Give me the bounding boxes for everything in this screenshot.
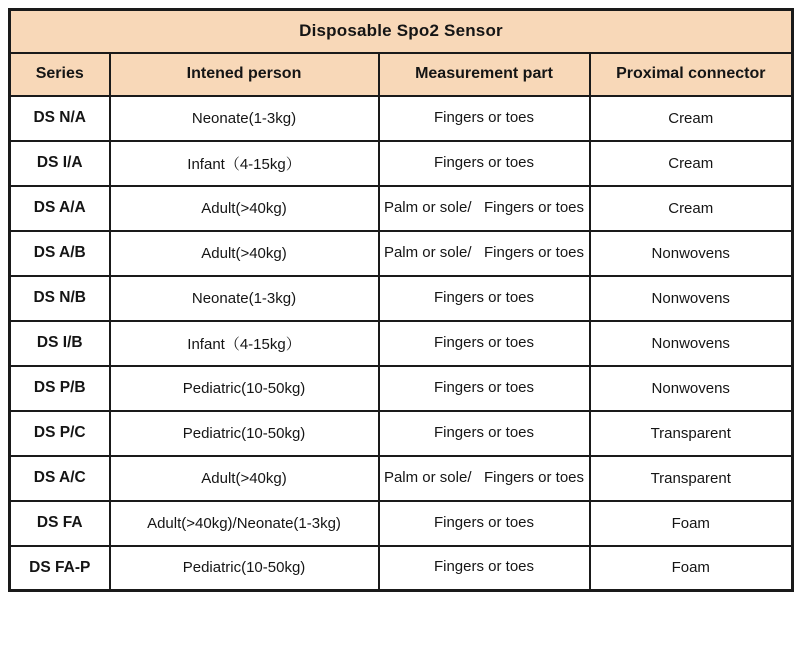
column-header-series: Series [10, 53, 110, 96]
measurement-part-cell: Fingers or toes [379, 366, 590, 411]
table-row [10, 231, 793, 276]
proximal-connector-cell: Cream [590, 141, 793, 186]
proximal-connector-cell: Cream [590, 186, 793, 231]
table-row [10, 321, 793, 366]
intended-person-cell: Adult(>40kg)/Neonate(1-3kg) [110, 501, 379, 546]
series-cell: DS P/B [10, 366, 110, 411]
proximal-connector-cell: Foam [590, 501, 793, 546]
proximal-connector-cell: Nonwovens [590, 276, 793, 321]
measurement-part-cell: Fingers or toes [379, 96, 590, 141]
series-cell: DS I/B [10, 321, 110, 366]
intended-person-cell: Adult(>40kg) [110, 456, 379, 501]
table-title-row [10, 10, 793, 53]
measurement-part-cell: Fingers or toes [379, 276, 590, 321]
table-title: Disposable Spo2 Sensor [10, 10, 793, 53]
intended-person-cell: Pediatric(10-50kg) [110, 546, 379, 591]
series-cell: DS P/C [10, 411, 110, 456]
intended-person-cell: Adult(>40kg) [110, 231, 379, 276]
intended-person-cell: Pediatric(10-50kg) [110, 366, 379, 411]
proximal-connector-cell: Nonwovens [590, 321, 793, 366]
table-row [10, 276, 793, 321]
proximal-connector-cell: Transparent [590, 411, 793, 456]
series-cell: DS I/A [10, 141, 110, 186]
table-header-row [10, 53, 793, 96]
intended-person-cell: Pediatric(10-50kg) [110, 411, 379, 456]
measurement-part-cell: Fingers or toes [379, 501, 590, 546]
measurement-part-cell: Fingers or toes [379, 546, 590, 591]
measurement-part-cell: Fingers or toes [379, 321, 590, 366]
series-cell: DS A/C [10, 456, 110, 501]
series-cell: DS A/A [10, 186, 110, 231]
measurement-part-cell: Palm or sole/ Fingers or toes [379, 186, 590, 231]
series-cell: DS N/A [10, 96, 110, 141]
column-header-measurement-part: Measurement part [379, 53, 590, 96]
spo2-sensor-spec-table [8, 8, 794, 592]
measurement-part-cell: Fingers or toes [379, 141, 590, 186]
intended-person-cell: Infant（4-15kg） [110, 321, 379, 366]
measurement-part-cell: Palm or sole/ Fingers or toes [379, 456, 590, 501]
series-cell: DS A/B [10, 231, 110, 276]
proximal-connector-cell: Nonwovens [590, 366, 793, 411]
series-cell: DS FA [10, 501, 110, 546]
table-row [10, 456, 793, 501]
table-row [10, 96, 793, 141]
series-cell: DS N/B [10, 276, 110, 321]
table-row [10, 501, 793, 546]
column-header-proximal-connector: Proximal connector [590, 53, 793, 96]
proximal-connector-cell: Cream [590, 96, 793, 141]
intended-person-cell: Adult(>40kg) [110, 186, 379, 231]
table-row [10, 546, 793, 591]
table-row [10, 411, 793, 456]
proximal-connector-cell: Transparent [590, 456, 793, 501]
measurement-part-cell: Palm or sole/ Fingers or toes [379, 231, 590, 276]
table-row [10, 186, 793, 231]
column-header-intended-person: Intened person [110, 53, 379, 96]
proximal-connector-cell: Nonwovens [590, 231, 793, 276]
measurement-part-cell: Fingers or toes [379, 411, 590, 456]
intended-person-cell: Infant（4-15kg） [110, 141, 379, 186]
intended-person-cell: Neonate(1-3kg) [110, 276, 379, 321]
intended-person-cell: Neonate(1-3kg) [110, 96, 379, 141]
proximal-connector-cell: Foam [590, 546, 793, 591]
series-cell: DS FA-P [10, 546, 110, 591]
table-row [10, 366, 793, 411]
table-row [10, 141, 793, 186]
